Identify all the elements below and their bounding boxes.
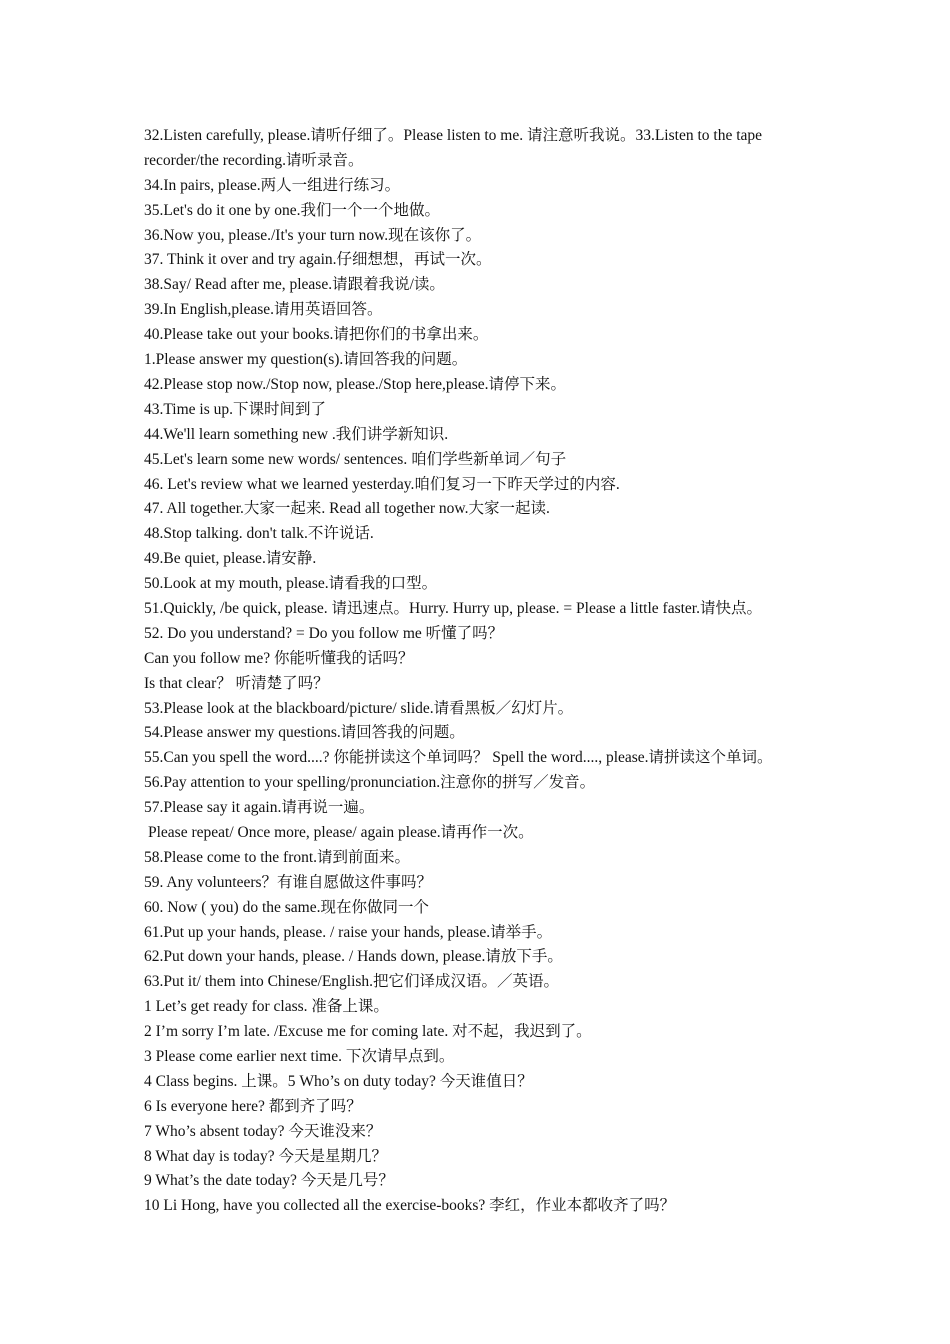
text-line: 56.Pay attention to your spelling/pronunciation.注意你的拼写／发音。 [144,774,596,792]
text-line: 60. Now ( you) do the same.现在你做同一个 [144,898,429,916]
text-line: 53.Please look at the blackboard/picture/ slide.请看黑板／幻灯片。 [144,699,574,717]
text-line: 32.Listen carefully, please.请听仔细了。Please listen to me. 请注意听我说。33.Listen to the tape recorder/the recording.请听录音。 [144,127,763,169]
text-line: 59. Any volunteers？有谁自愿做这件事吗？ [144,873,433,891]
text-line: 37. Think it over and try again.仔细想想，再试一次。 [144,251,492,269]
text-line: 49.Be quiet, please.请安静. [144,550,317,568]
text-line: 42.Please stop now./Stop now, please./Stop here,please.请停下来。 [144,375,567,393]
text-line: 57.Please say it again.请再说一遍。 [144,799,375,817]
text-line: 62.Put down your hands, please. / Hands down, please.请放下手。 [144,948,563,966]
text-line: 10 Li Hong, have you collected all the exercise-books? 李红，作业本都收齐了吗？ [144,1197,676,1215]
text-line: 54.Please answer my questions.请回答我的问题。 [144,724,465,742]
text-line: 39.In English,please.请用英语回答。 [144,301,383,319]
document-body [144,124,824,1219]
text-line: 46. Let's review what we learned yesterday.咱们复习一下昨天学过的内容. [144,475,620,493]
text-line: 6 Is everyone here? 都到齐了吗？ [144,1097,362,1115]
text-line: 36.Now you, please./It's your turn now.现在该你了。 [144,226,482,244]
text-line: 47. All together.大家一起来. Read all together now.大家一起读. [144,500,550,518]
text-line: 2 I’m sorry I’m late. /Excuse me for coming late. 对不起，我迟到了。 [144,1023,592,1041]
text-line: 4 Class begins. 上课。5 Who’s on duty today? 今天谁值日？ [144,1072,533,1090]
text-line: 43.Time is up.下课时间到了 [144,400,327,418]
text-line: 1.Please answer my question(s).请回答我的问题。 [144,351,468,369]
text-line: 35.Let's do it one by one.我们一个一个地做。 [144,201,440,219]
text-line: 38.Say/ Read after me, please.请跟着我说/读。 [144,276,445,294]
text-line: Is that clear？ 听清楚了吗？ [144,674,329,692]
text-line: 63.Put it/ them into Chinese/English.把它们译成汉语。／英语。 [144,973,560,991]
text-line: 8 What day is today? 今天是星期几？ [144,1147,387,1165]
text-line: 9 What’s the date today? 今天是几号？ [144,1172,394,1190]
text-line: 48.Stop talking. don't talk.不许说话. [144,525,374,543]
text-line: 52. Do you understand? = Do you follow me 听懂了吗？ [144,624,504,642]
text-line: Can you follow me? 你能听懂我的话吗？ [144,649,414,667]
text-line: 1 Let’s get ready for class. 准备上课。 [144,998,389,1016]
text-line: 44.We'll learn something new .我们讲学新知识. [144,425,449,443]
text-line: 58.Please come to the front.请到前面来。 [144,848,411,866]
text-line: 61.Put up your hands, please. / raise your hands, please.请举手。 [144,923,553,941]
text-line: 40.Please take out your books.请把你们的书拿出来。 [144,326,489,344]
text-line: 50.Look at my mouth, please.请看我的口型。 [144,575,438,593]
text-line: 45.Let's learn some new words/ sentences. 咱们学些新单词／句子 [144,450,567,468]
text-line: Please repeat/ Once more, please/ again please.请再作一次。 [148,823,534,841]
text-line: 55.Can you spell the word....? 你能拼读这个单词吗？ Spell the word...., please.请拼读这个单词。 [144,749,773,767]
text-line: 7 Who’s absent today? 今天谁没来？ [144,1122,382,1140]
text-line: 34.In pairs, please.两人一组进行练习。 [144,176,401,194]
text-line: 3 Please come earlier next time. 下次请早点到。 [144,1047,455,1065]
text-line: 51.Quickly, /be quick, please. 请迅速点。Hurry. Hurry up, please. = Please a little faster.请快点。 [144,599,762,617]
